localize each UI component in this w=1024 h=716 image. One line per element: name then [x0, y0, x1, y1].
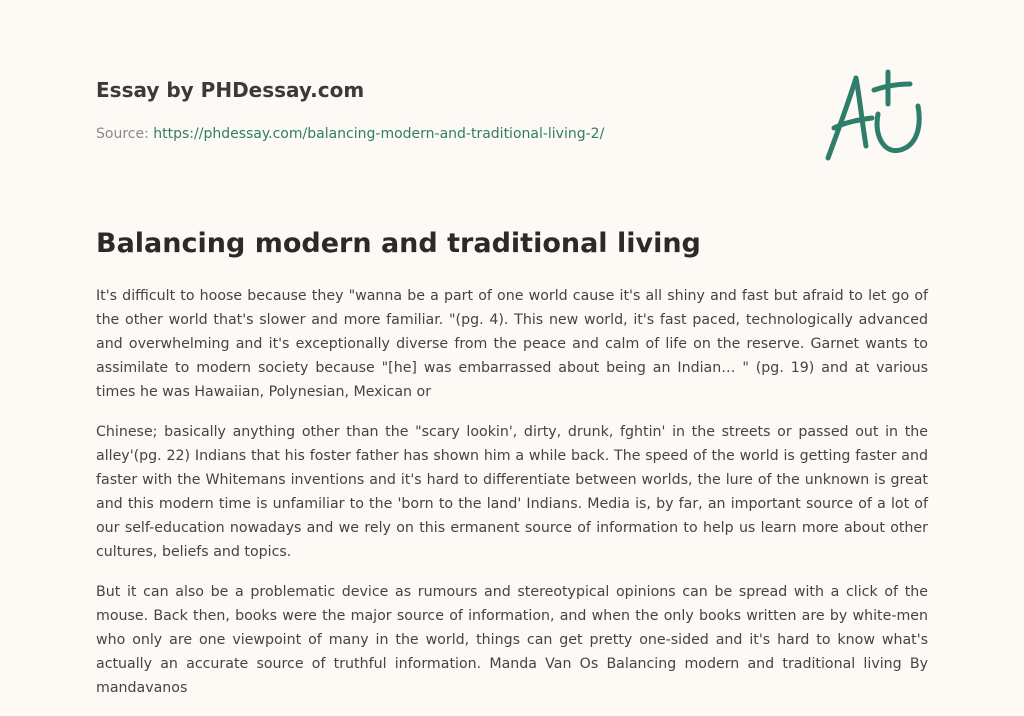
document-body	[96, 284, 928, 716]
source-link[interactable]: https://phdessay.com/balancing-modern-and-traditional-living-2/	[153, 126, 605, 142]
source-line	[96, 124, 796, 144]
source-label: Source:	[96, 126, 154, 142]
a-plus-logo-icon	[822, 66, 932, 166]
body-paragraph-3: But it can also be a problematic device as rumours and stereotypical opinions can be spread with a click of the mouse. Back then, books were the major source of information, and when the only books written are by white-men who only are one viewpoint of many in the world, things can get pretty one-sided and it's hard to know what's actually an accurate source of truthful information. Manda Van Os Balancing modern and traditional living By mandavanos	[96, 584, 928, 696]
page-header	[96, 76, 796, 144]
body-paragraph-2: Chinese; basically anything other than the "scary lookin', dirty, drunk, fghtin' in the streets or passed out in the alley'(pg. 22) Indians that his foster father has shown him a while back. The speed of the world is getting faster and faster with the Whitemans inventions and it's hard to differentiate between worlds, the lure of the unknown is great and this modern time is unfamiliar to the 'born to the land' Indians. Media is, by far, an important source of a lot of our self-education nowadays and we rely on this ermanent source of information to help us learn more about other cultures, beliefs and topics.	[96, 424, 928, 560]
body-paragraph-1: It's difficult to hoose because they "wanna be a part of one world cause it's all shiny and fast but afraid to let go of the other world that's slower and more familiar. "(pg. 4). This new world, it's fast paced, technologically advanced and overwhelming and it's exceptionally diverse from the peace and calm of life on the reserve. Garnet wants to assimilate to modern society because "[he] was embarrassed about being an Indian… " (pg. 19) and at various times he was Hawaiian, Polynesian, Mexican or	[96, 288, 928, 400]
document-title: Balancing modern and traditional living	[96, 228, 701, 259]
site-title: Essay by PHDessay.com	[96, 78, 365, 102]
